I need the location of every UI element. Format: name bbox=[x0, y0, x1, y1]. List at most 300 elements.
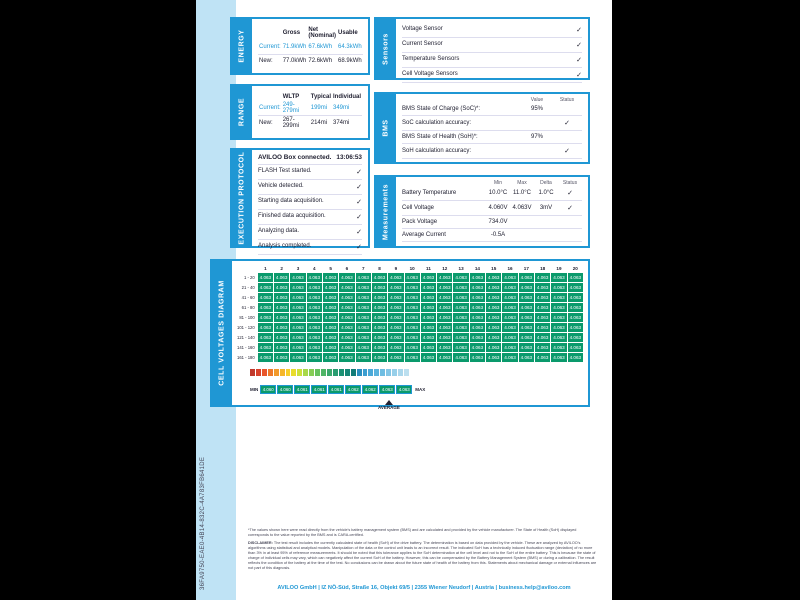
gradient-segment bbox=[297, 369, 302, 376]
cell-voltage-value: 4.063 bbox=[420, 293, 436, 303]
cell-voltage-value: 4.063 bbox=[404, 293, 420, 303]
legend-max-label: MAX bbox=[415, 387, 426, 392]
cell-voltage-value: 4.063 bbox=[257, 273, 273, 283]
cell-voltage-value: 4.063 bbox=[274, 333, 290, 343]
measurement-row bbox=[402, 216, 582, 229]
check-icon: ✓ bbox=[567, 190, 573, 197]
cell-row bbox=[236, 343, 584, 353]
cell-voltage-value: 4.063 bbox=[274, 293, 290, 303]
cell-voltage-value: 4.063 bbox=[437, 313, 453, 323]
execution-panel bbox=[230, 148, 370, 251]
disclaimer-title: DISCLAIMER: bbox=[248, 541, 273, 545]
cell-voltage-value: 4.063 bbox=[306, 273, 322, 283]
measurement-min: 734.0V bbox=[488, 219, 508, 225]
sensor-name: Current Sensor bbox=[402, 41, 443, 47]
measurement-row bbox=[402, 201, 582, 216]
cell-voltage-value: 4.063 bbox=[502, 283, 518, 293]
sensor-item bbox=[402, 68, 582, 83]
cell-voltage-value: 4.063 bbox=[257, 343, 273, 353]
cell-voltage-value: 4.063 bbox=[290, 333, 306, 343]
execution-step-text: Finished data acquisition. bbox=[258, 213, 326, 219]
cell-voltage-value: 4.063 bbox=[355, 353, 371, 363]
check-icon: ✓ bbox=[576, 42, 582, 49]
gradient-segment bbox=[256, 369, 261, 376]
execution-step bbox=[258, 180, 362, 195]
cell-column-label: 14 bbox=[474, 266, 480, 271]
check-icon: ✓ bbox=[564, 148, 570, 155]
cell-voltage-value: 4.063 bbox=[469, 273, 485, 283]
meas-header-min: Min bbox=[493, 180, 503, 186]
cell-voltage-value: 4.063 bbox=[306, 293, 322, 303]
execution-step-text: Vehicle detected. bbox=[258, 183, 304, 189]
meas-header-delta: Delta bbox=[540, 180, 552, 186]
cell-voltage-value: 4.063 bbox=[371, 303, 387, 313]
cell-voltage-value: 4.063 bbox=[453, 293, 469, 303]
cell-voltage-value: 4.063 bbox=[322, 313, 338, 323]
bms-row-name: BMS State of Charge (SoC)*: bbox=[402, 106, 481, 112]
cell-voltage-value: 4.063 bbox=[437, 333, 453, 343]
range-header-individual: Individual bbox=[332, 94, 361, 100]
cell-voltage-value: 4.063 bbox=[404, 343, 420, 353]
gradient-segment bbox=[363, 369, 368, 376]
cell-row-label: 81 - 100 bbox=[239, 315, 255, 320]
cell-voltage-value: 4.063 bbox=[290, 313, 306, 323]
cell-corner bbox=[236, 265, 257, 273]
gradient-segment bbox=[351, 369, 356, 376]
bms-label: BMS bbox=[382, 119, 390, 137]
cell-column-label: 13 bbox=[458, 266, 464, 271]
voltage-legend bbox=[250, 369, 426, 410]
gradient-segment bbox=[398, 369, 403, 376]
cell-voltage-value: 4.063 bbox=[486, 273, 502, 283]
cell-column-label: 9 bbox=[394, 266, 398, 271]
cell-column-label: 20 bbox=[572, 266, 578, 271]
execution-step-text: Analyzing data. bbox=[258, 228, 300, 234]
measurements-rows bbox=[402, 186, 582, 242]
legend-values bbox=[260, 385, 413, 394]
cell-voltage-value: 4.063 bbox=[371, 353, 387, 363]
check-icon: ✓ bbox=[356, 169, 362, 176]
cell-voltage-value: 4.063 bbox=[535, 283, 551, 293]
cell-voltage-value: 4.063 bbox=[322, 283, 338, 293]
cell-voltage-value: 4.063 bbox=[404, 273, 420, 283]
cell-voltage-value: 4.063 bbox=[404, 313, 420, 323]
cell-voltage-value: 4.063 bbox=[437, 353, 453, 363]
cell-voltage-value: 4.063 bbox=[371, 323, 387, 333]
serial-number: 36FA9750-EAE0-4B14-832C-4A783FB641DE bbox=[200, 456, 206, 590]
range-current-wltp: 249-279mi bbox=[282, 102, 300, 114]
cell-voltage-value: 4.063 bbox=[551, 313, 567, 323]
gradient-segment bbox=[327, 369, 332, 376]
cell-column-label: 15 bbox=[491, 266, 497, 271]
meas-header-max: Max bbox=[517, 180, 527, 186]
measurement-name: Cell Voltage bbox=[402, 205, 435, 211]
check-icon: ✓ bbox=[356, 199, 362, 206]
range-label: RANGE bbox=[238, 97, 246, 127]
measurement-delta: 1.0°C bbox=[538, 190, 554, 196]
cell-voltage-value: 4.063 bbox=[453, 273, 469, 283]
execution-step-text: FLASH Test started. bbox=[258, 168, 312, 174]
legend-value: 4.061 bbox=[294, 385, 310, 394]
cell-voltage-value: 4.063 bbox=[453, 343, 469, 353]
cell-voltage-value: 4.063 bbox=[355, 313, 371, 323]
range-new-typical: 214mi bbox=[310, 120, 328, 126]
cell-voltage-value: 4.063 bbox=[388, 353, 404, 363]
cell-voltage-value: 4.063 bbox=[469, 343, 485, 353]
cell-voltage-value: 4.063 bbox=[274, 283, 290, 293]
cell-voltage-value: 4.063 bbox=[469, 323, 485, 333]
cell-voltage-value: 4.063 bbox=[502, 343, 518, 353]
cell-voltage-value: 4.063 bbox=[257, 323, 273, 333]
bms-row-name: SoH calculation accuracy: bbox=[402, 148, 472, 154]
footer: AVILOO GmbH | IZ NÖ-Süd, Straße 16, Objekt 69/5 | 2355 Wiener Neudorf | Austria | business.help@aviloo.com bbox=[277, 585, 571, 591]
cell-voltage-value: 4.063 bbox=[257, 303, 273, 313]
cell-voltage-value: 4.063 bbox=[567, 303, 583, 313]
footnote bbox=[248, 528, 598, 571]
cell-voltage-value: 4.063 bbox=[404, 333, 420, 343]
cell-voltage-value: 4.063 bbox=[290, 303, 306, 313]
cell-column-label: 3 bbox=[296, 266, 300, 271]
cell-column-label: 17 bbox=[523, 266, 529, 271]
cell-voltage-value: 4.063 bbox=[274, 353, 290, 363]
cell-voltage-value: 4.063 bbox=[306, 323, 322, 333]
measurement-name: Battery Temperature bbox=[402, 190, 457, 196]
average-marker bbox=[378, 400, 400, 410]
legend-value: 4.063 bbox=[379, 385, 395, 394]
bms-row-value: 97% bbox=[530, 134, 543, 140]
cell-voltage-value: 4.063 bbox=[371, 313, 387, 323]
range-new-wltp: 267-299mi bbox=[282, 117, 300, 129]
cell-voltage-value: 4.063 bbox=[551, 283, 567, 293]
energy-new-usable: 68.9kWh bbox=[338, 58, 362, 65]
cell-column-label: 6 bbox=[345, 266, 349, 271]
gradient-segment bbox=[280, 369, 285, 376]
cell-voltage-value: 4.063 bbox=[453, 303, 469, 313]
energy-row-label: New: bbox=[259, 58, 273, 65]
legend-value: 4.062 bbox=[345, 385, 361, 394]
bms-rows bbox=[402, 103, 582, 159]
cell-voltage-value: 4.063 bbox=[290, 273, 306, 283]
bms-row bbox=[402, 103, 582, 116]
cell-voltage-value: 4.063 bbox=[404, 353, 420, 363]
cell-voltage-value: 4.063 bbox=[551, 293, 567, 303]
cell-row-label: 141 - 160 bbox=[237, 345, 255, 350]
gradient-segment bbox=[286, 369, 291, 376]
cell-voltage-value: 4.063 bbox=[486, 293, 502, 303]
measurements-label: Measurements bbox=[382, 183, 390, 240]
energy-new-gross: 77.0kWh bbox=[282, 58, 307, 65]
legend-value: 4.063 bbox=[396, 385, 412, 394]
cell-row bbox=[236, 333, 584, 343]
cell-column-label: 1 bbox=[264, 266, 267, 271]
cell-voltage-value: 4.063 bbox=[535, 333, 551, 343]
cell-voltage-value: 4.063 bbox=[469, 313, 485, 323]
cell-voltage-value: 4.063 bbox=[388, 303, 404, 313]
measurement-min: -0.5A bbox=[490, 232, 506, 238]
sensor-item bbox=[402, 38, 582, 53]
cell-voltage-value: 4.063 bbox=[322, 323, 338, 333]
energy-header-gross: Gross bbox=[282, 30, 301, 36]
cell-voltages-panel bbox=[210, 259, 590, 410]
bms-panel bbox=[374, 92, 590, 164]
cell-voltage-value: 4.063 bbox=[437, 343, 453, 353]
sensor-name: Temperature Sensors bbox=[402, 56, 460, 62]
gradient-segment bbox=[386, 369, 391, 376]
cell-voltage-value: 4.063 bbox=[290, 343, 306, 353]
cell-voltage-value: 4.063 bbox=[355, 283, 371, 293]
cell-row-label: 161 - 180 bbox=[237, 355, 255, 360]
gradient-segment bbox=[262, 369, 267, 376]
cell-voltage-value: 4.063 bbox=[420, 353, 436, 363]
cell-column-label: 2 bbox=[280, 266, 283, 271]
range-new-individual: 374mi bbox=[332, 120, 350, 126]
cell-voltage-value: 4.063 bbox=[404, 303, 420, 313]
cell-voltage-value: 4.063 bbox=[502, 333, 518, 343]
cell-voltage-value: 4.063 bbox=[469, 303, 485, 313]
cell-voltage-value: 4.063 bbox=[551, 303, 567, 313]
cell-voltage-value: 4.063 bbox=[453, 353, 469, 363]
bms-row bbox=[402, 144, 582, 159]
cell-voltage-value: 4.063 bbox=[518, 273, 534, 283]
cell-voltage-value: 4.063 bbox=[404, 283, 420, 293]
cell-voltage-value: 4.063 bbox=[322, 293, 338, 303]
bms-row-value: 95% bbox=[530, 106, 543, 112]
range-header-typical: Typical bbox=[310, 94, 331, 100]
cell-voltage-value: 4.063 bbox=[567, 283, 583, 293]
cell-column-label: 5 bbox=[329, 266, 332, 271]
bms-row-name: BMS State of Health (SoH)*: bbox=[402, 134, 478, 140]
energy-table bbox=[258, 26, 363, 68]
cell-voltage-value: 4.063 bbox=[502, 323, 518, 333]
range-table bbox=[258, 93, 362, 130]
cell-voltage-value: 4.063 bbox=[371, 283, 387, 293]
cell-voltage-value: 4.063 bbox=[339, 273, 355, 283]
cell-voltage-value: 4.063 bbox=[502, 353, 518, 363]
cell-row-label: 61 - 80 bbox=[241, 305, 255, 310]
gradient-segment bbox=[345, 369, 350, 376]
check-icon: ✓ bbox=[576, 27, 582, 34]
range-current-individual: 349mi bbox=[332, 105, 350, 111]
cell-voltage-value: 4.063 bbox=[469, 353, 485, 363]
sensor-item bbox=[402, 23, 582, 38]
cell-voltage-value: 4.063 bbox=[388, 323, 404, 333]
cell-voltage-value: 4.063 bbox=[567, 293, 583, 303]
cell-voltage-value: 4.063 bbox=[306, 283, 322, 293]
measurements-panel bbox=[374, 175, 590, 248]
measurement-min: 10.0°C bbox=[488, 190, 508, 196]
cell-voltage-value: 4.063 bbox=[306, 333, 322, 343]
sensors-list bbox=[396, 19, 588, 78]
cell-voltage-value: 4.063 bbox=[355, 303, 371, 313]
cell-voltage-value: 4.063 bbox=[257, 293, 273, 303]
bms-header bbox=[402, 97, 582, 103]
bms-header-status: Status bbox=[559, 97, 575, 103]
cell-voltage-value: 4.063 bbox=[469, 333, 485, 343]
cell-row bbox=[236, 353, 584, 363]
cell-voltage-value: 4.063 bbox=[502, 293, 518, 303]
cell-voltage-value: 4.063 bbox=[420, 303, 436, 313]
measurement-min: 4.060V bbox=[488, 205, 508, 211]
gradient-segment bbox=[250, 369, 255, 376]
sensors-panel bbox=[374, 17, 590, 80]
cell-voltage-value: 4.063 bbox=[290, 283, 306, 293]
cell-table-header bbox=[236, 265, 584, 273]
energy-current-net: 67.6kWh bbox=[308, 43, 333, 50]
cell-column-label: 8 bbox=[378, 266, 381, 271]
energy-panel bbox=[230, 17, 370, 75]
legend-value: 4.062 bbox=[362, 385, 378, 394]
gradient-segment bbox=[291, 369, 296, 376]
cell-voltage-value: 4.063 bbox=[290, 353, 306, 363]
cell-voltage-value: 4.063 bbox=[453, 323, 469, 333]
legend-scale bbox=[250, 385, 426, 394]
cell-voltage-value: 4.063 bbox=[257, 333, 273, 343]
cell-voltage-value: 4.063 bbox=[339, 303, 355, 313]
cell-row-label: 1 - 20 bbox=[243, 275, 255, 280]
measurement-name: Pack Voltage bbox=[402, 219, 438, 225]
bms-header-value: Value bbox=[530, 97, 544, 103]
bms-row bbox=[402, 131, 582, 144]
cell-voltage-value: 4.063 bbox=[339, 313, 355, 323]
cell-voltage-value: 4.063 bbox=[371, 293, 387, 303]
measurements-body bbox=[396, 177, 588, 246]
check-icon: ✓ bbox=[356, 214, 362, 221]
cell-column-label: 19 bbox=[556, 266, 562, 271]
gradient-segment bbox=[392, 369, 397, 376]
cell-voltage-value: 4.063 bbox=[551, 353, 567, 363]
cell-voltage-value: 4.063 bbox=[274, 303, 290, 313]
legend-value: 4.061 bbox=[311, 385, 327, 394]
energy-header-usable: Usable bbox=[338, 30, 358, 36]
cell-voltage-value: 4.063 bbox=[339, 323, 355, 333]
gradient-segment bbox=[315, 369, 320, 376]
cell-voltage-value: 4.063 bbox=[274, 273, 290, 283]
gradient-segment bbox=[274, 369, 279, 376]
cell-voltage-value: 4.063 bbox=[486, 343, 502, 353]
cell-voltage-value: 4.063 bbox=[339, 293, 355, 303]
voltage-gradient-bar bbox=[250, 369, 410, 376]
cell-voltage-value: 4.063 bbox=[518, 303, 534, 313]
check-icon: ✓ bbox=[576, 57, 582, 64]
gradient-segment bbox=[339, 369, 344, 376]
average-label: AVERAGE bbox=[378, 405, 400, 410]
cell-voltage-value: 4.063 bbox=[290, 293, 306, 303]
execution-step bbox=[258, 210, 362, 225]
cell-voltage-value: 4.063 bbox=[274, 323, 290, 333]
cell-row-label: 41 - 60 bbox=[241, 295, 255, 300]
energy-current-gross: 71.9kWh bbox=[282, 43, 307, 50]
cell-row-label: 101 - 120 bbox=[237, 325, 255, 330]
cell-voltage-value: 4.063 bbox=[535, 313, 551, 323]
cell-voltage-value: 4.063 bbox=[355, 273, 371, 283]
cell-voltage-value: 4.063 bbox=[535, 323, 551, 333]
gradient-segment bbox=[404, 369, 409, 376]
cell-voltage-value: 4.063 bbox=[322, 353, 338, 363]
cell-voltage-value: 4.063 bbox=[274, 313, 290, 323]
gradient-segment bbox=[374, 369, 379, 376]
cell-voltage-value: 4.063 bbox=[420, 333, 436, 343]
legend-min-label: MIN bbox=[250, 387, 259, 392]
cell-voltage-value: 4.063 bbox=[551, 343, 567, 353]
sensor-name: Voltage Sensor bbox=[402, 26, 443, 32]
cell-voltage-value: 4.063 bbox=[388, 313, 404, 323]
cell-voltage-value: 4.063 bbox=[257, 283, 273, 293]
measurement-max: 11.0°C bbox=[513, 190, 531, 196]
cell-voltage-value: 4.063 bbox=[355, 323, 371, 333]
cell-voltage-value: 4.063 bbox=[388, 333, 404, 343]
sensor-item bbox=[402, 53, 582, 68]
cell-voltage-value: 4.063 bbox=[535, 303, 551, 313]
range-header-wltp: WLTP bbox=[282, 94, 300, 100]
cell-voltage-value: 4.063 bbox=[420, 313, 436, 323]
execution-step-text: Analysis completed. bbox=[258, 243, 312, 249]
cell-voltage-value: 4.063 bbox=[502, 303, 518, 313]
cell-voltage-value: 4.063 bbox=[518, 323, 534, 333]
cell-voltage-value: 4.063 bbox=[339, 343, 355, 353]
cell-voltage-value: 4.063 bbox=[469, 283, 485, 293]
report-page bbox=[196, 0, 612, 600]
range-current-typical: 199mi bbox=[310, 105, 328, 111]
cell-voltage-value: 4.063 bbox=[453, 283, 469, 293]
range-panel bbox=[230, 84, 370, 140]
energy-label: ENERGY bbox=[238, 29, 246, 63]
cell-voltage-value: 4.063 bbox=[306, 313, 322, 323]
execution-step-text: Starting data acquisition. bbox=[258, 198, 324, 204]
cell-voltage-value: 4.063 bbox=[322, 273, 338, 283]
sensor-name: Cell Voltage Sensors bbox=[402, 71, 458, 77]
cell-voltage-value: 4.063 bbox=[371, 333, 387, 343]
cell-voltage-value: 4.063 bbox=[274, 343, 290, 353]
cell-voltage-value: 4.063 bbox=[388, 293, 404, 303]
cell-voltage-value: 4.063 bbox=[469, 293, 485, 303]
execution-step bbox=[258, 165, 362, 180]
range-row-label: New: bbox=[259, 120, 273, 126]
disclaimer-text: The test result includes the currently calculated state of health (SoH) of the drive battery. The determination is based on data provided by the vehicle. These are analyzed by AVILOO's algorithms using statistical and analytical models. Manipulation of the data or the control unit leads to an incorrect result. The indicated SoH has a technically induced fluctuation range (deviation) of no more than 3% in at least 95% of reference measurements. It should be noted that this tolerance applies to the SoH determination at the cell level and not to the SoH of the entire battery. This is because the state of charge of individual cells may vary, which can negatively affect the current SoH of the battery. However, this can be compensated by the Battery Management System (BMS) or during a calibration. The result reflects the condition of the battery at the time of the test. No conclusions can be drawn about the future state of health of the battery from this. Statements about mechanical damage or external influences are not part of this diagnosis. bbox=[248, 541, 597, 570]
gradient-segment bbox=[333, 369, 338, 376]
execution-step bbox=[258, 195, 362, 210]
execution-steps bbox=[258, 165, 362, 255]
check-icon: ✓ bbox=[356, 184, 362, 191]
cell-voltage-value: 4.063 bbox=[551, 333, 567, 343]
cell-voltage-value: 4.063 bbox=[437, 283, 453, 293]
cell-voltage-value: 4.063 bbox=[306, 303, 322, 313]
check-icon: ✓ bbox=[567, 205, 573, 212]
cell-voltages-label: CELL VOLTAGES DIAGRAM bbox=[218, 280, 226, 386]
cell-column-label: 18 bbox=[540, 266, 546, 271]
gradient-segment bbox=[368, 369, 373, 376]
cell-voltage-table bbox=[236, 265, 584, 363]
cell-voltage-value: 4.063 bbox=[306, 353, 322, 363]
gradient-segment bbox=[309, 369, 314, 376]
cell-row-label: 121 - 140 bbox=[237, 335, 255, 340]
cell-voltage-value: 4.063 bbox=[486, 303, 502, 313]
cell-voltage-value: 4.063 bbox=[486, 313, 502, 323]
cell-voltage-value: 4.063 bbox=[322, 343, 338, 353]
cell-voltage-value: 4.063 bbox=[339, 283, 355, 293]
energy-new-net: 72.6kWh bbox=[308, 58, 333, 65]
cell-voltage-value: 4.063 bbox=[518, 293, 534, 303]
cell-voltage-value: 4.063 bbox=[339, 353, 355, 363]
cell-voltage-value: 4.063 bbox=[502, 273, 518, 283]
bms-row-name: SoC calculation accuracy: bbox=[402, 120, 472, 126]
cell-voltage-value: 4.063 bbox=[355, 293, 371, 303]
cell-column-label: 12 bbox=[442, 266, 448, 271]
cell-voltage-value: 4.063 bbox=[518, 333, 534, 343]
cell-voltage-value: 4.063 bbox=[453, 333, 469, 343]
bms-body bbox=[396, 94, 588, 162]
cell-voltage-value: 4.063 bbox=[535, 293, 551, 303]
cell-voltage-value: 4.063 bbox=[388, 273, 404, 283]
